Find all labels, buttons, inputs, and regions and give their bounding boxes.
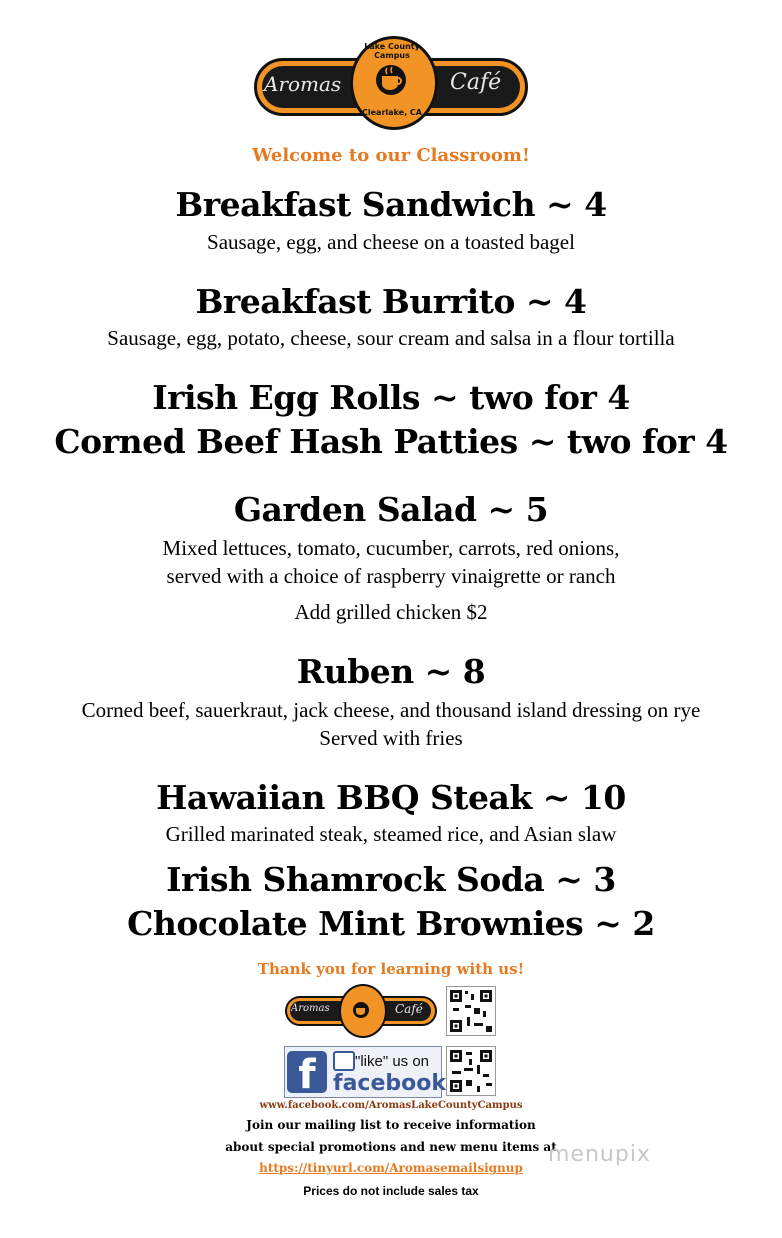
- menu-item-name: Irish Shamrock Soda ~ 3: [166, 860, 616, 899]
- menu-item-name: Corned Beef Hash Patties ~ two for 4: [54, 422, 728, 461]
- aromas-cafe-logo: [254, 36, 528, 132]
- menu-item-name: Breakfast Burrito ~ 4: [195, 282, 587, 321]
- thanks-text: Thank you for learning with us!: [257, 960, 525, 978]
- tax-note: Prices do not include sales tax: [303, 1184, 479, 1198]
- logo-ring-bottom: Clearlake, CA: [362, 108, 422, 117]
- thumbs-up-icon: [333, 1051, 355, 1071]
- facebook-brand: facebook: [333, 1071, 446, 1096]
- watermark: menupix: [548, 1142, 651, 1167]
- logo-left-word: Aromas: [264, 72, 342, 96]
- welcome-text: Welcome to our Classroom!: [252, 145, 530, 166]
- logo-right-word: Café: [450, 70, 502, 95]
- coffee-cup-icon: [351, 1000, 371, 1020]
- facebook-url[interactable]: www.facebook.com/AromasLakeCountyCampus: [259, 1100, 523, 1111]
- menu-item-name: Hawaiian BBQ Steak ~ 10: [156, 778, 626, 817]
- menu-item-name: Breakfast Sandwich ~ 4: [175, 185, 607, 224]
- menu-item-desc: Served with fries: [319, 726, 463, 750]
- mailing-line-1: Join our mailing list to receive information: [246, 1118, 536, 1132]
- coffee-cup-icon: [372, 62, 410, 98]
- logo-ring-top: Lake County Campus: [364, 42, 420, 60]
- facebook-icon: f: [287, 1051, 327, 1093]
- menu-item-addon: Add grilled chicken $2: [294, 600, 488, 624]
- menu-item-desc: Sausage, egg, and cheese on a toasted bagel: [207, 230, 575, 254]
- mailing-signup-link[interactable]: https://tinyurl.com/Aromasemailsignup: [259, 1161, 523, 1175]
- menu-item-name: Garden Salad ~ 5: [233, 490, 549, 529]
- menu-item-desc: Grilled marinated steak, steamed rice, and Asian slaw: [165, 822, 617, 846]
- menu-item-desc: served with a choice of raspberry vinaigrette or ranch: [166, 564, 616, 588]
- menu-item-desc: Corned beef, sauerkraut, jack cheese, and thousand island dressing on rye: [81, 698, 701, 722]
- menu-item-desc: Mixed lettuces, tomato, cucumber, carrots, red onions,: [162, 536, 620, 560]
- qr-code-icon: [446, 1046, 496, 1096]
- aromas-cafe-logo-small: Aromas Café: [285, 984, 439, 1040]
- qr-code-icon: [446, 986, 496, 1036]
- menu-item-name: Chocolate Mint Brownies ~ 2: [127, 904, 655, 943]
- menu-item-name: Irish Egg Rolls ~ two for 4: [152, 378, 630, 417]
- mailing-line-2: about special promotions and new menu items at: [225, 1140, 557, 1154]
- menu-item-desc: Sausage, egg, potato, cheese, sour cream and salsa in a flour tortilla: [107, 326, 675, 350]
- facebook-like-banner[interactable]: [284, 1046, 446, 1098]
- menu-item-name: Ruben ~ 8: [296, 652, 486, 691]
- facebook-like-text: "like" us on: [355, 1053, 430, 1070]
